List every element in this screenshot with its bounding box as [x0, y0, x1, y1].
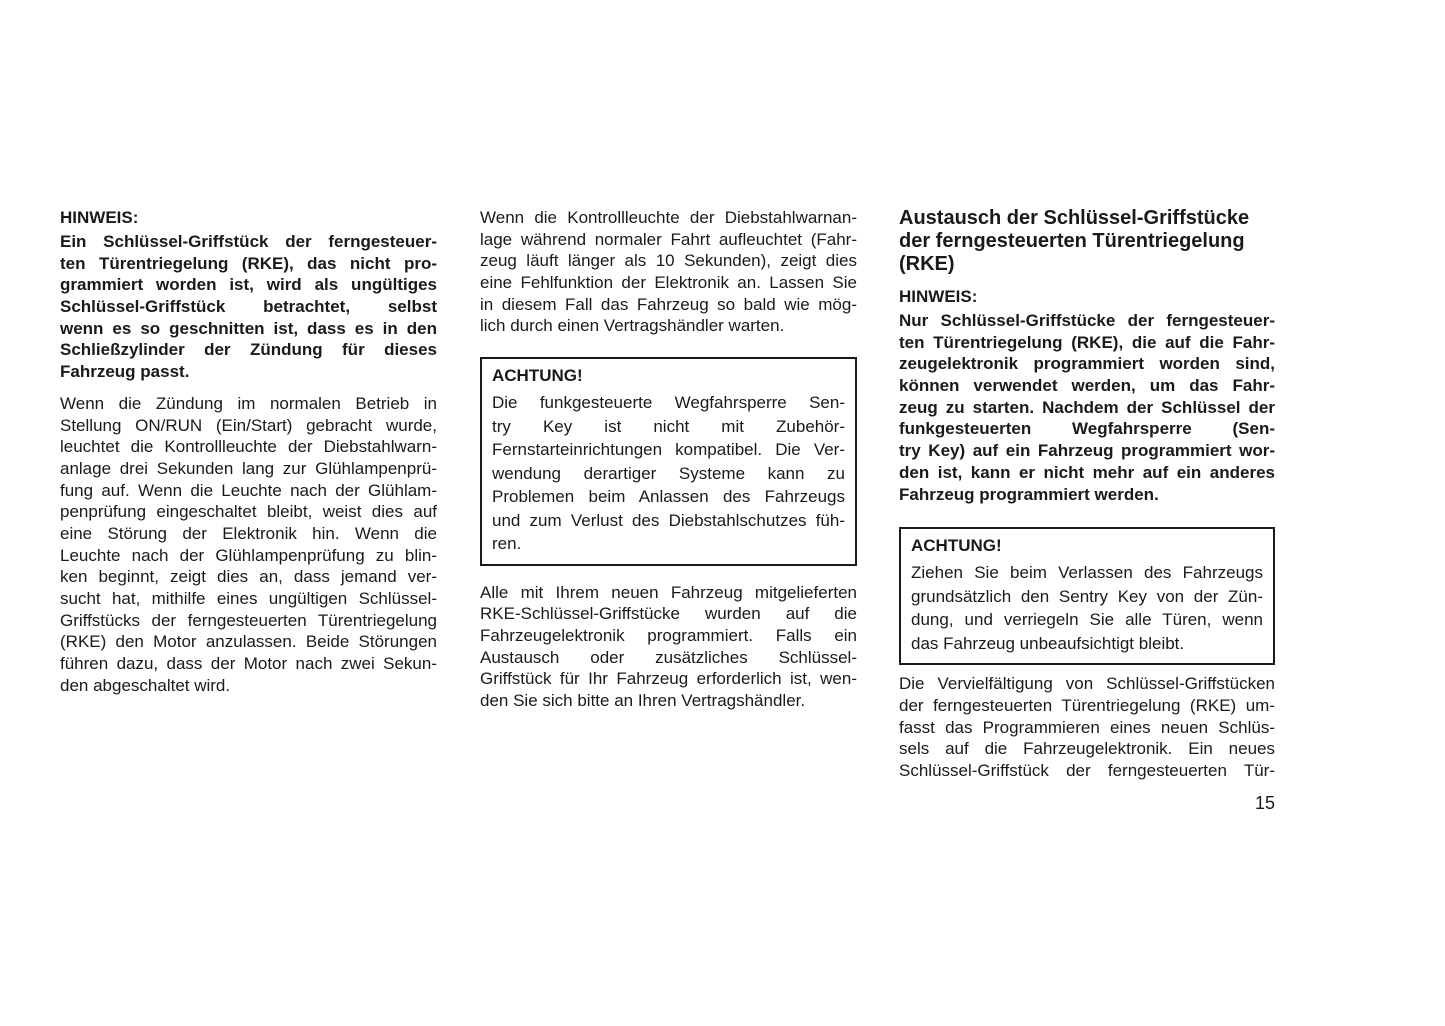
text-line: sucht hat, mithilfe eines ungültigen Schlüssel-	[60, 589, 437, 608]
text-line: Fahrzeug passt.	[60, 362, 190, 382]
text-line: wendung derartiger Systeme kann zu	[492, 463, 845, 483]
text-line: (RKE) den Motor anzulassen. Beide Störungen	[60, 632, 437, 652]
text-line: Alle mit Ihrem neuen Fahrzeug mitgelieferten	[480, 582, 857, 602]
text-line: RKE-Schlüssel-Griffstücke wurden auf die	[480, 604, 857, 624]
text-line: den ist, kann er nicht mehr auf ein anderes	[899, 462, 1275, 482]
text-line: Leuchte nach der Glühlampenprüfung zu blin-	[60, 545, 437, 565]
warning-label: ACHTUNG!	[492, 366, 583, 386]
text-line: Fahrzeug programmiert werden.	[899, 484, 1159, 504]
text-line: eine Störung der Elektronik hin. Wenn die	[60, 523, 437, 543]
text-line: Ein Schlüssel-Griffstück der ferngesteuer-	[60, 232, 437, 251]
warning-box	[480, 357, 857, 566]
body-paragraph	[480, 582, 857, 712]
text-line: Griffstücks der ferngesteuerten Türentriegelung	[60, 610, 437, 630]
text-line: lich durch einen Vertragshändler warten.	[480, 316, 785, 336]
column-2	[480, 207, 857, 722]
note-text	[899, 310, 1275, 505]
text-line: Wenn die Kontrollleuchte der Diebstahlwarnan-	[480, 208, 857, 227]
text-line: leuchtet die Kontrollleuchte der Diebstahlwarn-	[60, 437, 437, 457]
text-line: Griffstück für Ihr Fahrzeug erforderlich ist, wen-	[480, 669, 857, 689]
text-line: funkgesteuerten Wegfahrsperre (Sen-	[899, 419, 1275, 439]
warning-box	[899, 527, 1275, 665]
page-number: 15	[1254, 793, 1275, 813]
text-line: ten Türentriegelung (RKE), das nicht pro-	[60, 253, 437, 273]
text-line: ten Türentriegelung (RKE), die auf die Fahr-	[899, 332, 1275, 352]
text-line: und zum Verlust des Diebstahlschutzes füh-	[492, 510, 845, 530]
note-label: HINWEIS:	[60, 208, 139, 227]
text-line: zeug zu starten. Nachdem der Schlüssel der	[899, 397, 1275, 417]
column-1	[60, 207, 437, 706]
text-line: ren.	[492, 534, 522, 554]
text-line: fung auf. Wenn die Leuchte nach der Glühlam-	[60, 480, 437, 500]
text-line: den abgeschaltet wird.	[60, 675, 231, 695]
text-line: Fernstarteinrichtungen kompatibel. Die Ver-	[492, 440, 845, 460]
text-line: Austausch oder zusätzliches Schlüssel-	[480, 647, 857, 667]
body-paragraph	[899, 673, 1275, 781]
section-heading	[899, 207, 1275, 276]
text-line: try Key) auf ein Fahrzeug programmiert wor-	[899, 441, 1275, 461]
text-line: Wenn die Zündung im normalen Betrieb in	[60, 393, 437, 413]
text-line: fasst das Programmieren eines neuen Schlüs-	[899, 717, 1275, 737]
text-line: ken beginnt, zeigt dies an, dass jemand ver-	[60, 567, 437, 587]
note-label: HINWEIS:	[899, 287, 978, 306]
text-line: lage während normaler Fahrt aufleuchtet (Fahr-	[480, 229, 857, 249]
column-3	[899, 207, 1275, 792]
text-line: der ferngesteuerten Türentriegelung (RKE) um-	[899, 695, 1275, 715]
text-line: Die Vervielfältigung von Schlüssel-Griffstücken	[899, 674, 1275, 694]
text-line: in diesem Fall das Fahrzeug so bald wie mög-	[480, 294, 857, 314]
text-line: grundsätzlich den Sentry Key von der Zün-	[911, 586, 1263, 606]
text-line: wenn es so geschnitten ist, dass es in den	[60, 318, 437, 338]
heading-line: Austausch der Schlüssel-Griffstücke	[899, 207, 1250, 229]
text-line: sels auf die Fahrzeugelektronik. Ein neues	[899, 739, 1275, 759]
text-line: Fahrzeugelektronik programmiert. Falls ein	[480, 626, 857, 645]
text-line: Ziehen Sie beim Verlassen des Fahrzeugs	[911, 563, 1263, 583]
text-line: dung, und verriegeln Sie alle Türen, wenn	[911, 610, 1263, 630]
text-line: Nur Schlüssel-Griffstücke der ferngesteuer-	[899, 311, 1275, 330]
text-line: grammiert worden ist, wird als ungültiges	[60, 275, 437, 295]
warning-label: ACHTUNG!	[911, 536, 1002, 556]
body-paragraph	[60, 393, 437, 697]
text-line: Die funkgesteuerte Wegfahrsperre Sen-	[492, 393, 845, 413]
text-line: können verwendet werden, um das Fahr-	[899, 376, 1275, 396]
text-line: führen dazu, dass der Motor nach zwei Sekun-	[60, 654, 437, 674]
text-line: penprüfung eingeschaltet bleibt, weist dies auf	[60, 502, 437, 522]
text-line: try Key ist nicht mit Zubehör-	[492, 416, 845, 436]
text-line: Schließzylinder der Zündung für dieses	[60, 340, 437, 360]
text-line: zeug läuft länger als 10 Sekunden), zeigt dies	[480, 251, 857, 271]
text-line: anlage drei Sekunden lang zur Glühlampenprü-	[60, 458, 437, 478]
text-line: eine Fehlfunktion der Elektronik an. Lassen Sie	[480, 273, 857, 293]
note-text	[60, 231, 437, 383]
body-paragraph	[480, 207, 857, 337]
heading-line: (RKE)	[899, 253, 955, 275]
text-line: Schlüssel-Griffstück der ferngesteuerten Tür-	[899, 760, 1275, 780]
text-line: zeugelektronik programmiert worden sind,	[899, 354, 1275, 374]
text-line: den Sie sich bitte an Ihren Vertragshändler.	[480, 691, 806, 711]
text-line: Problemen beim Anlassen des Fahrzeugs	[492, 487, 845, 507]
text-line: Stellung ON/RUN (Ein/Start) gebracht wurde,	[60, 415, 437, 435]
heading-line: der ferngesteuerten Türentriegelung	[899, 230, 1245, 252]
text-line: das Fahrzeug unbeaufsichtigt bleibt.	[911, 633, 1185, 653]
text-line: Schlüssel-Griffstück betrachtet, selbst	[60, 297, 437, 317]
